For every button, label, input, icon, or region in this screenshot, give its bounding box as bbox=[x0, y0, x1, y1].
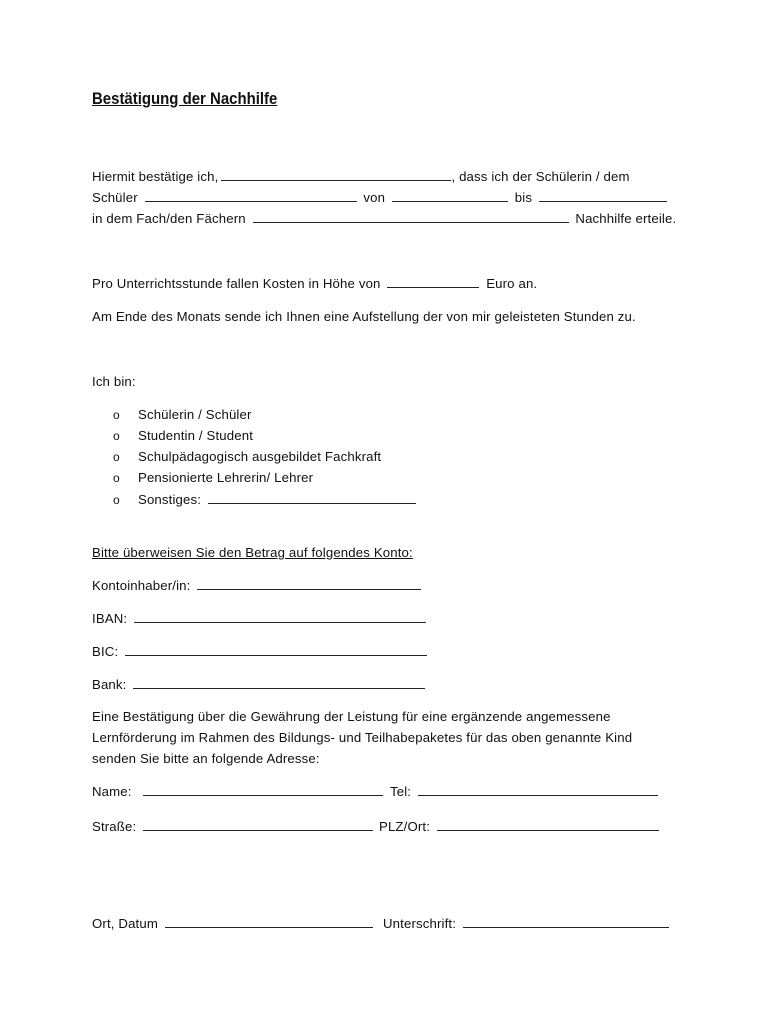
city-label: PLZ/Ort: bbox=[379, 819, 431, 834]
intro-text: bis bbox=[514, 190, 533, 205]
bic-field[interactable] bbox=[125, 643, 427, 656]
iban-row bbox=[92, 610, 429, 627]
name-row bbox=[92, 783, 386, 800]
date-to-field[interactable] bbox=[539, 189, 667, 202]
signature-row bbox=[383, 915, 672, 932]
role-option-label: Schülerin / Schüler bbox=[138, 407, 252, 422]
tel-row bbox=[390, 783, 661, 800]
other-role-field[interactable] bbox=[208, 491, 416, 504]
bank-row bbox=[92, 676, 428, 693]
role-option-student[interactable] bbox=[113, 428, 253, 444]
bic-label: BIC: bbox=[92, 644, 119, 659]
confirmation-line-1: Eine Bestätigung über die Gewährung der Leistung für eine ergänzende angemessene bbox=[92, 709, 611, 724]
cost-amount-field[interactable] bbox=[387, 275, 479, 288]
role-option-retired-teacher[interactable] bbox=[113, 470, 313, 486]
street-label: Straße: bbox=[92, 819, 137, 834]
account-holder-field[interactable] bbox=[197, 577, 421, 590]
name-label: Name: bbox=[92, 784, 132, 799]
bank-heading: Bitte überweisen Sie den Betrag auf folgendes Konto: bbox=[92, 545, 413, 560]
bank-label: Bank: bbox=[92, 677, 127, 692]
bic-row bbox=[92, 643, 430, 660]
costs-text: Euro an. bbox=[486, 276, 538, 291]
street-field[interactable] bbox=[143, 818, 373, 831]
city-row bbox=[379, 818, 662, 835]
intro-text: in dem Fach/den Fächern bbox=[92, 211, 246, 226]
place-date-row bbox=[92, 915, 376, 932]
intro-text: von bbox=[363, 190, 386, 205]
intro-text: , dass ich der Schülerin / dem bbox=[451, 169, 630, 184]
role-option-label: Studentin / Student bbox=[138, 428, 254, 443]
name-field[interactable] bbox=[143, 783, 383, 796]
city-field[interactable] bbox=[437, 818, 659, 831]
subject-field[interactable] bbox=[253, 210, 569, 223]
intro-text: Schüler bbox=[92, 190, 138, 205]
tutor-name-field[interactable] bbox=[221, 168, 451, 181]
role-option-educator[interactable] bbox=[113, 449, 381, 465]
bullet-circle-icon: o bbox=[113, 408, 120, 422]
bullet-circle-icon: o bbox=[113, 493, 120, 507]
date-from-field[interactable] bbox=[392, 189, 508, 202]
signature-label: Unterschrift: bbox=[383, 916, 457, 931]
role-option-label: Sonstiges: bbox=[138, 492, 202, 507]
account-holder-row bbox=[92, 577, 424, 594]
iban-field[interactable] bbox=[134, 610, 426, 623]
costs-text: Pro Unterrichtsstunde fallen Kosten in Höhe von bbox=[92, 276, 381, 291]
iban-label: IBAN: bbox=[92, 611, 128, 626]
bullet-circle-icon: o bbox=[113, 450, 120, 464]
place-date-label: Ort, Datum bbox=[92, 916, 158, 931]
signature-field[interactable] bbox=[463, 915, 669, 928]
confirmation-line-2: Lernförderung im Rahmen des Bildungs- und Teilhabepaketes für das oben genannte Kind bbox=[92, 730, 633, 745]
confirmation-line-3: senden Sie bitte an folgende Adresse: bbox=[92, 751, 320, 766]
intro-text: Hiermit bestätige ich, bbox=[92, 169, 219, 184]
intro-line-2 bbox=[92, 189, 670, 206]
role-option-label: Pensionierte Lehrerin/ Lehrer bbox=[138, 470, 314, 485]
role-option-label: Schulpädagogisch ausgebildet Fachkraft bbox=[138, 449, 382, 464]
bank-field[interactable] bbox=[133, 676, 425, 689]
bullet-circle-icon: o bbox=[113, 471, 120, 485]
document-title: Bestätigung der Nachhilfe bbox=[92, 89, 278, 108]
intro-line-1 bbox=[92, 168, 630, 185]
student-name-field[interactable] bbox=[145, 189, 357, 202]
bullet-circle-icon: o bbox=[113, 429, 120, 443]
role-option-other[interactable] bbox=[113, 491, 419, 508]
street-row bbox=[92, 818, 376, 835]
intro-text: Nachhilfe erteile. bbox=[575, 211, 677, 226]
role-label: Ich bin: bbox=[92, 374, 136, 389]
report-note: Am Ende des Monats sende ich Ihnen eine Aufstellung der von mir geleisteten Stunden zu. bbox=[92, 309, 636, 324]
account-holder-label: Kontoinhaber/in: bbox=[92, 578, 191, 593]
role-option-pupil[interactable] bbox=[113, 407, 252, 423]
intro-line-3 bbox=[92, 210, 676, 227]
tel-label: Tel: bbox=[390, 784, 412, 799]
tel-field[interactable] bbox=[418, 783, 658, 796]
costs-line bbox=[92, 275, 537, 292]
place-date-field[interactable] bbox=[165, 915, 373, 928]
